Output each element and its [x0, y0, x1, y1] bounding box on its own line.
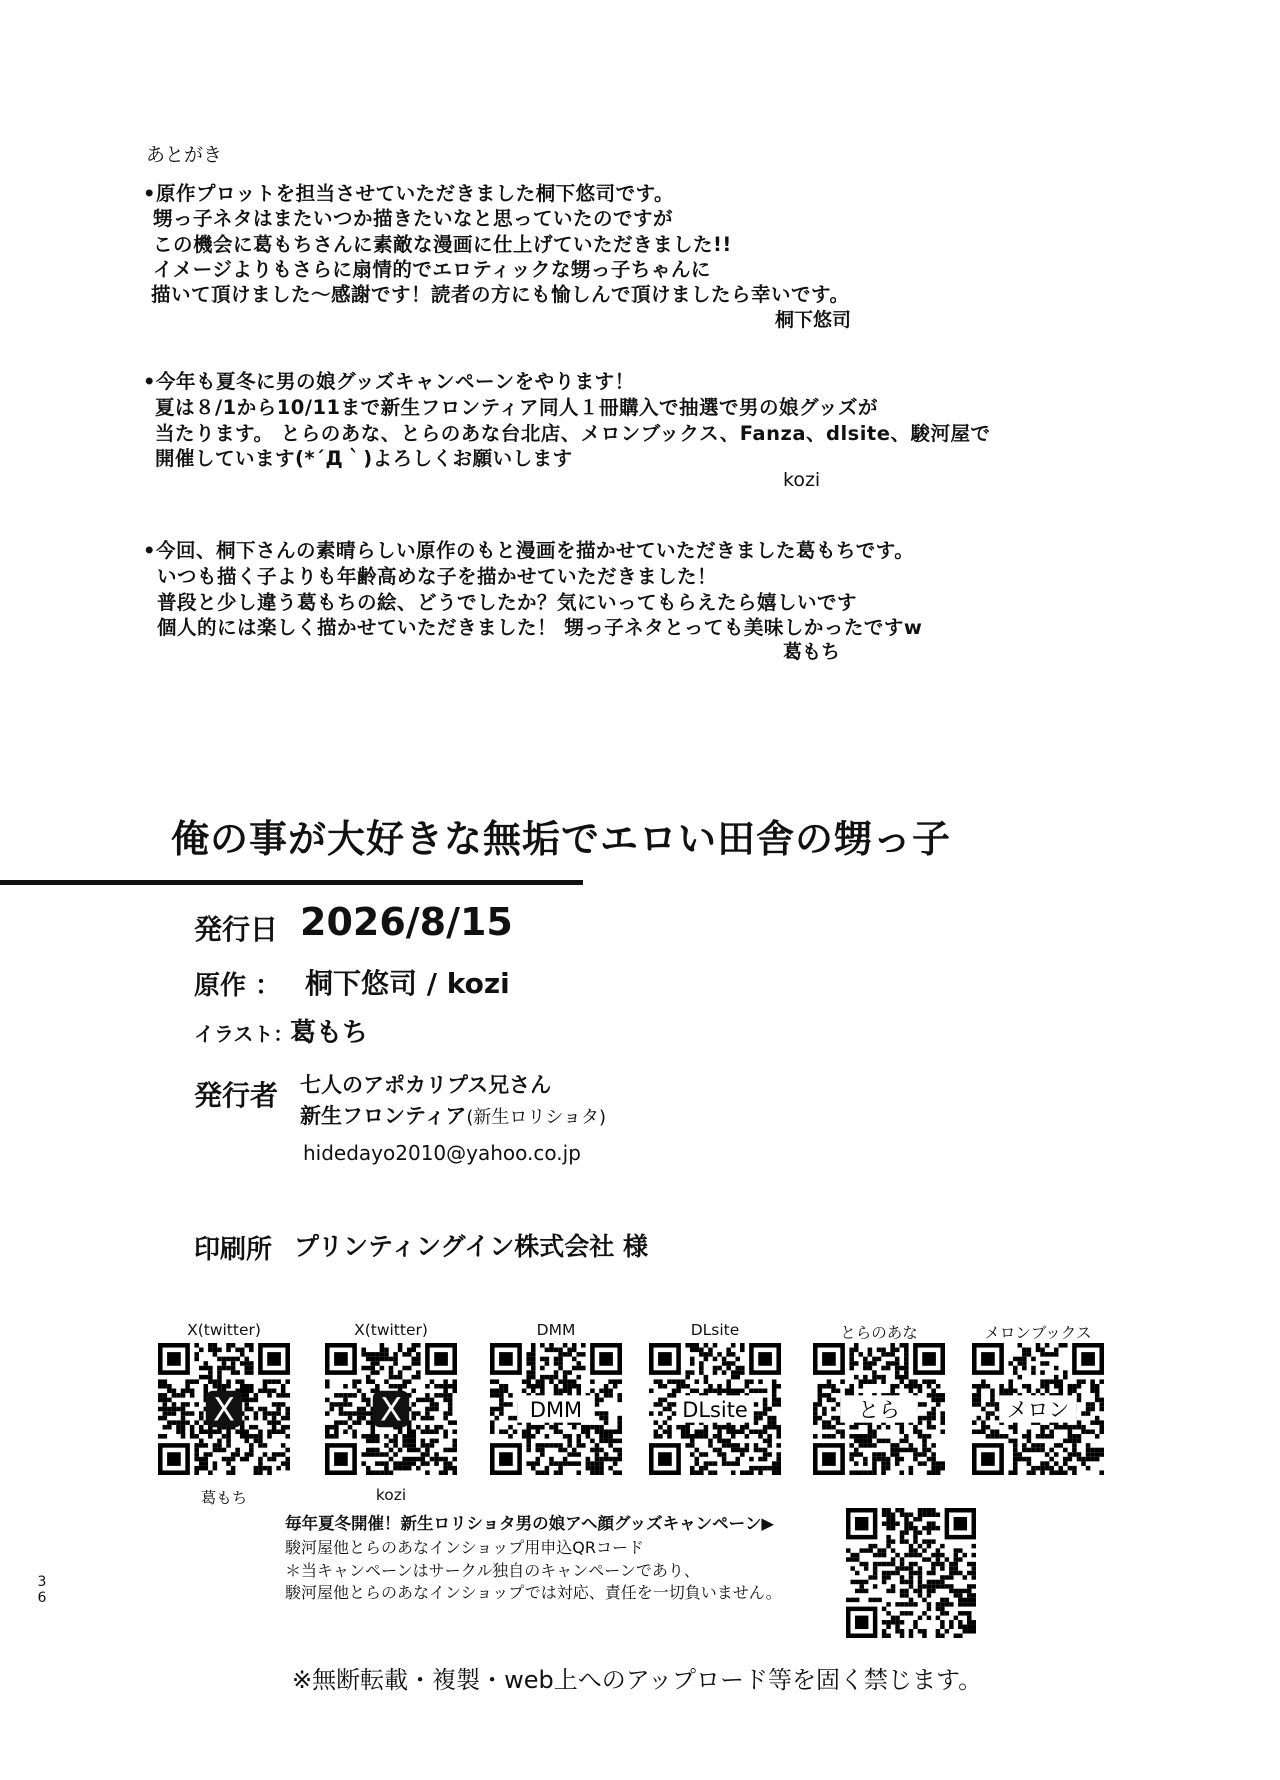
qr-top-label: DMM [536, 1321, 576, 1339]
qr-bottom-label: 葛もち [200, 1489, 248, 1507]
afterword-line: 描いて頂けました〜感謝です！読者の方にも愉しんで頂けましたら幸いです。 [151, 283, 850, 306]
page-number: 36 [37, 1574, 47, 1606]
afterword-heading: あとがき [146, 144, 223, 166]
qr-top-label: DLsite [690, 1321, 740, 1339]
illust-value: 葛もち [290, 1018, 369, 1048]
x-logo-icon: X [213, 1390, 235, 1429]
qr-bottom-label: kozi [375, 1486, 407, 1504]
afterword-line: この機会に葛もちさんに素敵な漫画に仕上げていただきました!! [153, 233, 732, 256]
campaign-headline: 毎年夏冬開催！新生ロリショタ男の娘アヘ顔グッズキャンペーン▶ [285, 1514, 775, 1533]
publisher-label: 発行者 [194, 1079, 279, 1112]
afterword-line: •原作プロットを担当させていただきました桐下悠司です。 [143, 182, 675, 205]
qr-code[interactable] [972, 1343, 1104, 1475]
illust-label: イラスト： [194, 1022, 294, 1046]
publisher-line1: 七人のアポカリプス兄さん [300, 1073, 552, 1097]
date-value: 2026/8/15 [300, 900, 513, 944]
qr-center-label: とら [858, 1398, 900, 1423]
publisher-circle: 新生フロンティア [300, 1104, 467, 1128]
afterword-line: 当たります。 とらのあな、とらのあな台北店、メロンブックス、Fanza、dlsite、駿河屋で [155, 422, 991, 445]
afterword-line: •今回、桐下さんの素晴らしい原作のもと漫画を描かせていただきました葛もちです。 [143, 539, 915, 562]
original-value: 桐下悠司 / kozi [305, 967, 510, 1000]
afterword-signature: 桐下悠司 [775, 309, 852, 331]
qr-code[interactable] [813, 1343, 945, 1475]
qr-top-label: X(twitter) [354, 1321, 428, 1339]
original-label: 原作 ： [194, 971, 282, 1001]
afterword-signature: 葛もち [783, 641, 841, 663]
campaign-line: ＊当キャンペーンはサークル独自のキャンペーンであり、 [285, 1561, 700, 1580]
qr-top-label: メロンブックス [984, 1324, 1092, 1342]
afterword-line: 甥っ子ネタはまたいつか描きたいなと思っていたのですが [153, 207, 674, 230]
afterword-line: 個人的には楽しく描かせていただきました！ 甥っ子ネタとっても美味しかったですw [157, 616, 923, 639]
afterword-line: イメージよりもさらに扇情的でエロティックな甥っ子ちゃんに [153, 258, 711, 281]
afterword-line: 夏は８/1から10/11まで新生フロンティア同人１冊購入で抽選で男の娘グッズが [155, 396, 879, 419]
copyright-notice: ※無断転載・複製・web上へのアップロード等を固く禁じます。 [292, 1666, 983, 1694]
qr-code[interactable] [158, 1343, 290, 1475]
afterword-line: 開催しています(*´Д｀)よろしくお願いします [155, 447, 573, 470]
qr-top-label: X(twitter) [187, 1321, 261, 1339]
printer-label: 印刷所 [194, 1235, 273, 1265]
qr-top-label: とらのあな [840, 1324, 918, 1342]
qr-code[interactable] [649, 1343, 781, 1475]
publisher-circle-sub: (新生ロリショタ) [466, 1107, 607, 1128]
campaign-line: 駿河屋他とらのあなインショップ用申込QRコード [285, 1538, 644, 1557]
afterword-signature: kozi [783, 469, 821, 491]
qr-center-label: DMM [529, 1398, 583, 1423]
campaign-line: 駿河屋他とらのあなインショップでは対応、責任を一切負いません。 [285, 1583, 782, 1602]
printer-value: プリンティングイン株式会社 様 [294, 1232, 648, 1261]
x-logo-icon: X [380, 1390, 402, 1429]
title-rule [0, 880, 583, 885]
qr-code[interactable] [490, 1343, 622, 1475]
campaign-qr-code[interactable] [846, 1508, 976, 1638]
publisher-line2 [300, 1100, 606, 1130]
qr-center-label: DLsite [682, 1398, 748, 1423]
afterword-line: 普段と少し違う葛もちの絵、どうでしたか？気にいってもらえたら嬉しいです [157, 591, 858, 614]
afterword-line: •今年も夏冬に男の娘グッズキャンペーンをやります！ [143, 370, 635, 393]
qr-center-label: メロン [1006, 1398, 1070, 1423]
book-title: 俺の事が大好きな無垢でエロい田舎の甥っ子 [171, 817, 952, 861]
email[interactable]: hidedayo2010@yahoo.co.jp [303, 1141, 581, 1165]
date-label: 発行日 [194, 913, 279, 946]
qr-code[interactable] [325, 1343, 457, 1475]
afterword-line: いつも描く子よりも年齢高めな子を描かせていただきました！ [157, 565, 718, 588]
